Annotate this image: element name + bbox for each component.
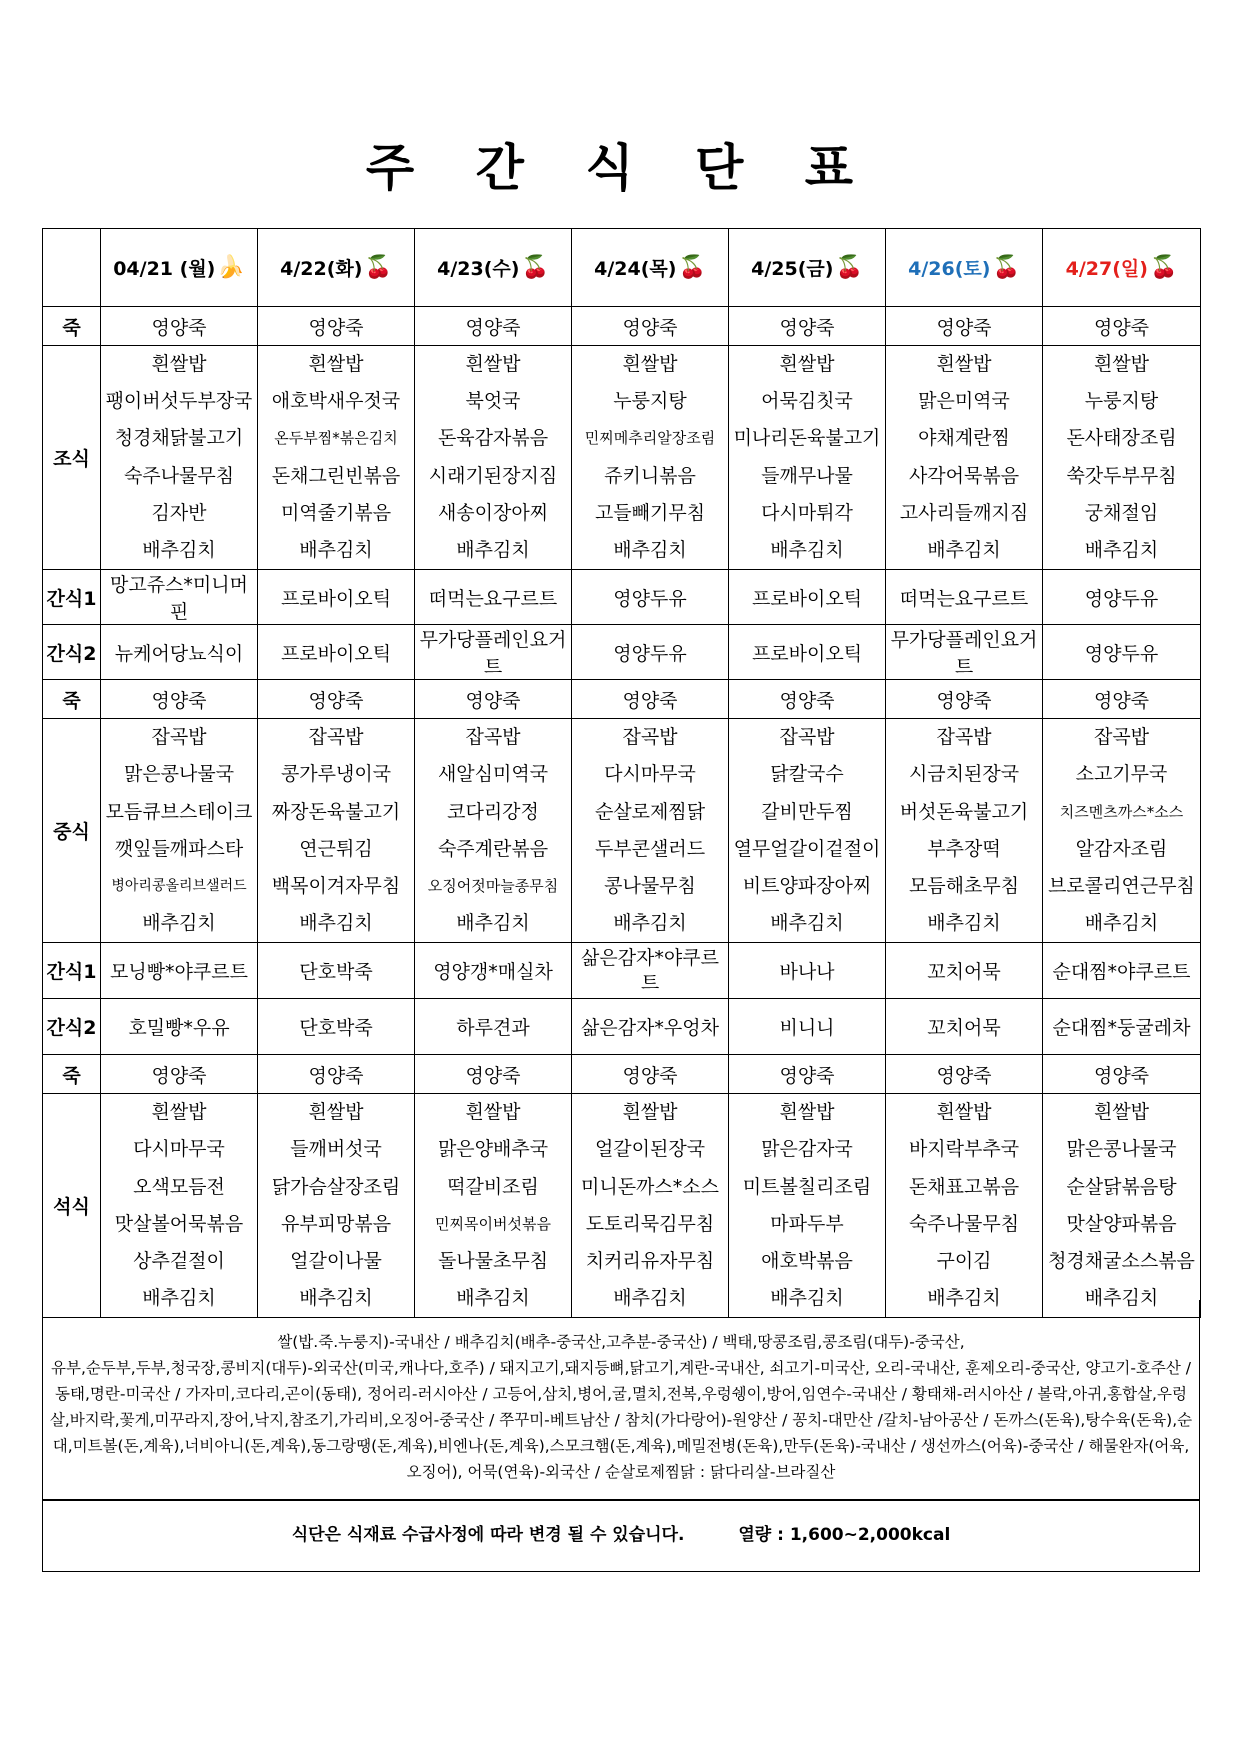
menu-item: 민찌메추리알장조림 bbox=[584, 429, 716, 448]
menu-item: 배추김치 bbox=[613, 912, 687, 935]
menu-cell: 무가당플레인요거트 bbox=[415, 625, 572, 680]
menu-cell: 영양죽 bbox=[258, 1055, 415, 1094]
menu-item: 흰쌀밥 bbox=[1093, 1101, 1150, 1124]
pm-snack2-row bbox=[43, 999, 1201, 1055]
menu-item: 배추김치 bbox=[299, 912, 373, 935]
menu-item: 맑은감자국 bbox=[761, 1138, 853, 1161]
menu-item: 깻잎들깨파스타 bbox=[114, 837, 244, 860]
menu-item: 배추김치 bbox=[142, 538, 216, 561]
menu-item: 어묵김칫국 bbox=[761, 390, 853, 413]
row-label: 중식 bbox=[43, 719, 101, 943]
menu-item: 배추김치 bbox=[613, 538, 687, 561]
menu-item: 맛살볼어묵볶음 bbox=[114, 1212, 244, 1235]
menu-item: 배추김치 bbox=[142, 1287, 216, 1310]
row-label: 간식1 bbox=[43, 570, 101, 625]
row-label: 간식1 bbox=[43, 943, 101, 999]
menu-cell: 프로바이오틱 bbox=[258, 625, 415, 680]
menu-cell bbox=[729, 719, 886, 943]
menu-item: 다시마튀각 bbox=[761, 501, 853, 524]
menu-item: 흰쌀밥 bbox=[622, 1101, 678, 1124]
menu-item: 연근튀김 bbox=[299, 837, 373, 860]
menu-cell bbox=[572, 1094, 729, 1318]
menu-item: 배추김치 bbox=[1084, 1287, 1159, 1310]
menu-cell: 영양죽 bbox=[415, 680, 572, 719]
fruit-icon: 🍒 bbox=[1149, 255, 1178, 280]
menu-cell: 영양죽 bbox=[415, 1055, 572, 1094]
menu-item: 잡곡밥 bbox=[779, 726, 835, 749]
day-header bbox=[101, 229, 258, 307]
menu-item: 배추김치 bbox=[770, 912, 844, 935]
menu-item: 오색모듬전 bbox=[133, 1175, 225, 1198]
menu-item: 잡곡밥 bbox=[151, 726, 207, 749]
menu-item: 구이김 bbox=[936, 1250, 992, 1272]
menu-cell: 영양죽 bbox=[729, 1055, 886, 1094]
menu-item: 맛살양파볶음 bbox=[1066, 1212, 1177, 1235]
menu-cell bbox=[101, 719, 258, 943]
am-snack1-row bbox=[43, 570, 1201, 625]
date-header-row bbox=[43, 229, 1201, 307]
menu-item: 온두부찜*볶은김치 bbox=[274, 429, 398, 448]
fruit-icon: 🍒 bbox=[521, 255, 549, 280]
menu-cell: 뉴케어당뇨식이 bbox=[101, 625, 258, 680]
menu-item: 흰쌀밥 bbox=[308, 353, 364, 375]
menu-cell: 모닝빵*야쿠르트 bbox=[101, 943, 258, 999]
menu-item: 비트양파장아찌 bbox=[742, 874, 872, 897]
day-header bbox=[415, 229, 572, 307]
menu-item: 소고기무국 bbox=[1075, 763, 1168, 786]
menu-item: 흰쌀밥 bbox=[151, 1101, 207, 1124]
menu-cell bbox=[1043, 719, 1201, 943]
menu-cell: 프로바이오틱 bbox=[729, 625, 886, 680]
juk-row bbox=[43, 1055, 1201, 1094]
menu-item: 잡곡밥 bbox=[622, 726, 678, 749]
menu-cell: 꼬치어묵 bbox=[886, 943, 1043, 999]
menu-item: 마파두부 bbox=[770, 1212, 844, 1235]
menu-cell: 영양죽 bbox=[1043, 1055, 1201, 1094]
menu-cell: 프로바이오틱 bbox=[729, 570, 886, 625]
menu-item: 떡갈비조림 bbox=[447, 1175, 539, 1198]
lunch-row bbox=[43, 719, 1201, 943]
fruit-icon: 🍒 bbox=[835, 255, 863, 280]
menu-item: 얼갈이된장국 bbox=[594, 1138, 706, 1161]
menu-cell bbox=[1043, 1094, 1201, 1318]
menu-item: 닭칼국수 bbox=[770, 763, 844, 786]
menu-cell: 영양두유 bbox=[572, 570, 729, 625]
menu-item: 누룽지탕 bbox=[613, 390, 687, 413]
menu-item: 배추김치 bbox=[456, 538, 530, 561]
menu-cell: 단호박죽 bbox=[258, 999, 415, 1055]
menu-item: 미역줄기볶음 bbox=[280, 501, 392, 524]
menu-cell: 영양죽 bbox=[101, 307, 258, 346]
menu-item: 배추김치 bbox=[299, 538, 373, 561]
menu-item: 콩나물무침 bbox=[604, 874, 696, 897]
menu-item: 맑은콩나물국 bbox=[1066, 1138, 1177, 1161]
menu-item: 오징어젓마늘종무침 bbox=[427, 876, 559, 895]
menu-item: 배추김치 bbox=[613, 1287, 687, 1310]
day-label: 4/22(화) bbox=[280, 258, 363, 280]
menu-cell: 영양두유 bbox=[1043, 625, 1201, 680]
menu-item: 애호박새우젓국 bbox=[271, 390, 401, 413]
menu-item: 맑은양배추국 bbox=[437, 1138, 549, 1161]
menu-item: 닭가슴살장조림 bbox=[271, 1175, 401, 1198]
menu-cell bbox=[415, 719, 572, 943]
menu-item: 흰쌀밥 bbox=[936, 1101, 992, 1124]
menu-item: 배추김치 bbox=[456, 912, 530, 935]
menu-item: 짜장돈육불고기 bbox=[271, 800, 401, 823]
menu-item: 고들빼기무침 bbox=[594, 501, 706, 524]
menu-cell: 호밀빵*우유 bbox=[101, 999, 258, 1055]
menu-item: 들깨버섯국 bbox=[290, 1138, 382, 1161]
menu-item: 병아리콩올리브샐러드 bbox=[111, 877, 247, 894]
menu-item: 흰쌀밥 bbox=[1093, 353, 1150, 375]
menu-item: 흰쌀밥 bbox=[779, 353, 835, 375]
menu-item: 잡곡밥 bbox=[308, 726, 364, 749]
menu-item: 배추김치 bbox=[1084, 912, 1159, 935]
menu-item: 시래기된장지짐 bbox=[428, 464, 558, 487]
menu-item: 쑥갓두부무침 bbox=[1066, 464, 1177, 487]
row-label: 간식2 bbox=[43, 999, 101, 1055]
weekly-menu-table bbox=[42, 228, 1201, 1318]
menu-item: 모듬큐브스테이크 bbox=[105, 800, 253, 823]
menu-cell: 영양죽 bbox=[101, 1055, 258, 1094]
menu-item: 치즈멘츠까스*소스 bbox=[1059, 802, 1184, 821]
menu-item: 고사리들깨지짐 bbox=[899, 501, 1029, 524]
dinner-row bbox=[43, 1094, 1201, 1318]
menu-item: 사각어묵볶음 bbox=[908, 464, 1020, 487]
menu-cell: 영양죽 bbox=[415, 307, 572, 346]
menu-item: 새송이장아찌 bbox=[437, 501, 549, 524]
menu-item: 맑은콩나물국 bbox=[123, 763, 235, 786]
day-header bbox=[1043, 229, 1201, 307]
menu-cell: 영양죽 bbox=[572, 680, 729, 719]
menu-item: 흰쌀밥 bbox=[151, 353, 207, 375]
menu-item: 쥬키니볶음 bbox=[604, 464, 696, 487]
menu-cell bbox=[258, 346, 415, 570]
menu-cell bbox=[572, 346, 729, 570]
menu-item: 북엇국 bbox=[465, 390, 521, 413]
menu-cell: 영양갱*매실차 bbox=[415, 943, 572, 999]
menu-cell bbox=[572, 719, 729, 943]
menu-item: 두부콘샐러드 bbox=[594, 837, 706, 860]
menu-cell: 비니니 bbox=[729, 999, 886, 1055]
day-label: 4/25(금) bbox=[751, 258, 834, 280]
day-header bbox=[572, 229, 729, 307]
juk-row bbox=[43, 680, 1201, 719]
day-label: 04/21 (월) bbox=[113, 258, 216, 280]
menu-item: 들깨무나물 bbox=[761, 464, 853, 487]
menu-cell bbox=[258, 719, 415, 943]
menu-item: 배추김치 bbox=[1084, 538, 1159, 561]
day-label: 4/24(목) bbox=[594, 258, 677, 280]
menu-item: 모듬해초무침 bbox=[908, 874, 1020, 897]
juk-row bbox=[43, 307, 1201, 346]
menu-cell bbox=[1043, 346, 1201, 570]
menu-item: 배추김치 bbox=[770, 1287, 844, 1310]
menu-item: 흰쌀밥 bbox=[465, 353, 521, 375]
menu-item: 순살로제찜닭 bbox=[594, 800, 706, 823]
menu-item: 잡곡밥 bbox=[936, 726, 992, 749]
menu-item: 순살닭볶음탕 bbox=[1066, 1175, 1177, 1198]
menu-item: 돈채표고볶음 bbox=[908, 1175, 1020, 1198]
footer-notice bbox=[42, 1500, 1200, 1572]
menu-item: 청경채굴소스볶음 bbox=[1048, 1250, 1195, 1272]
menu-item: 야채계란찜 bbox=[918, 427, 1010, 450]
menu-item: 흰쌀밥 bbox=[622, 353, 678, 375]
menu-item: 흰쌀밥 bbox=[936, 353, 992, 375]
menu-item: 버섯돈육불고기 bbox=[899, 800, 1029, 823]
menu-cell bbox=[886, 719, 1043, 943]
day-header bbox=[729, 229, 886, 307]
menu-item: 돈육감자볶음 bbox=[437, 427, 549, 450]
menu-cell: 순대찜*둥굴레차 bbox=[1043, 999, 1201, 1055]
menu-item: 미나리돈육불고기 bbox=[733, 427, 881, 450]
menu-cell: 프로바이오틱 bbox=[258, 570, 415, 625]
menu-cell: 영양두유 bbox=[1043, 570, 1201, 625]
menu-item: 미트볼칠리조림 bbox=[742, 1175, 872, 1198]
menu-item: 돈채그린빈볶음 bbox=[271, 464, 401, 487]
menu-cell bbox=[886, 1094, 1043, 1318]
origin-line: 쌀(밥.죽.누룽지)-국내산 / 배추김치(배추-중국산,고추분-중국산) / 백태,땅콩조림,콩조림(대두)-중국산, bbox=[277, 1333, 965, 1351]
menu-cell: 순대찜*야쿠르트 bbox=[1043, 943, 1201, 999]
menu-cell: 영양죽 bbox=[572, 1055, 729, 1094]
menu-cell bbox=[101, 1094, 258, 1318]
menu-item: 민찌목이버섯볶음 bbox=[435, 1214, 551, 1233]
menu-item: 부추장떡 bbox=[927, 837, 1001, 860]
row-label: 간식2 bbox=[43, 625, 101, 680]
menu-cell: 떠먹는요구르트 bbox=[415, 570, 572, 625]
menu-item: 미니돈까스*소스 bbox=[581, 1175, 719, 1198]
row-label: 석식 bbox=[43, 1094, 101, 1318]
menu-item: 숙주나물무침 bbox=[123, 464, 235, 487]
menu-cell: 무가당플레인요거트 bbox=[886, 625, 1043, 680]
menu-item: 다시마무국 bbox=[604, 763, 696, 786]
menu-item: 유부피망볶음 bbox=[280, 1212, 392, 1235]
menu-item: 돈사태장조림 bbox=[1066, 427, 1177, 450]
menu-cell: 영양죽 bbox=[1043, 307, 1201, 346]
menu-item: 잡곡밥 bbox=[1093, 726, 1150, 749]
menu-cell: 삶은감자*우엉차 bbox=[572, 999, 729, 1055]
menu-item: 배추김치 bbox=[927, 912, 1001, 935]
menu-item: 도토리묵김무침 bbox=[585, 1212, 715, 1235]
menu-cell bbox=[415, 346, 572, 570]
menu-cell bbox=[729, 1094, 886, 1318]
fruit-icon: 🍒 bbox=[992, 255, 1020, 280]
menu-item: 흰쌀밥 bbox=[779, 1101, 835, 1124]
row-label: 조식 bbox=[43, 346, 101, 570]
menu-cell: 하루견과 bbox=[415, 999, 572, 1055]
menu-item: 치커리유자무침 bbox=[585, 1250, 715, 1272]
banana-icon: 🍌 bbox=[217, 255, 245, 280]
am-snack2-row bbox=[43, 625, 1201, 680]
menu-cell: 떠먹는요구르트 bbox=[886, 570, 1043, 625]
menu-item: 상추겉절이 bbox=[133, 1250, 225, 1272]
menu-cell: 영양죽 bbox=[886, 307, 1043, 346]
menu-item: 김자반 bbox=[151, 501, 207, 524]
row-label: 죽 bbox=[43, 680, 101, 719]
menu-cell: 영양죽 bbox=[886, 1055, 1043, 1094]
menu-item: 알감자조림 bbox=[1075, 837, 1168, 860]
day-header bbox=[258, 229, 415, 307]
row-label: 죽 bbox=[43, 1055, 101, 1094]
menu-cell: 영양두유 bbox=[572, 625, 729, 680]
menu-cell bbox=[415, 1094, 572, 1318]
menu-item: 맑은미역국 bbox=[918, 390, 1010, 413]
day-header bbox=[886, 229, 1043, 307]
pm-snack1-row bbox=[43, 943, 1201, 999]
menu-item: 배추김치 bbox=[456, 1287, 530, 1310]
change-notice: 식단은 식재료 수급사정에 따라 변경 될 수 있습니다. bbox=[291, 1525, 685, 1545]
menu-cell: 영양죽 bbox=[258, 307, 415, 346]
menu-item: 잡곡밥 bbox=[465, 726, 521, 749]
cherry-icon: 🍒 bbox=[364, 255, 392, 280]
row-label: 죽 bbox=[43, 307, 101, 346]
menu-item: 누룽지탕 bbox=[1084, 390, 1159, 413]
menu-item: 흰쌀밥 bbox=[465, 1101, 521, 1124]
menu-cell: 꼬치어묵 bbox=[886, 999, 1043, 1055]
menu-item: 브로콜리연근무침 bbox=[1048, 874, 1195, 897]
menu-cell: 단호박죽 bbox=[258, 943, 415, 999]
menu-item: 숙주계란볶음 bbox=[437, 837, 549, 860]
menu-item: 돌나물초무침 bbox=[437, 1250, 549, 1272]
menu-cell bbox=[886, 346, 1043, 570]
menu-item: 다시마무국 bbox=[133, 1138, 225, 1161]
menu-item: 배추김치 bbox=[927, 1287, 1001, 1310]
menu-item: 열무얼갈이겉절이 bbox=[733, 837, 881, 860]
menu-cell: 영양죽 bbox=[886, 680, 1043, 719]
day-label: 4/23(수) bbox=[437, 258, 520, 280]
menu-item: 흰쌀밥 bbox=[308, 1101, 364, 1124]
day-label: 4/26(토) bbox=[908, 258, 991, 280]
menu-item: 배추김치 bbox=[142, 912, 216, 935]
menu-item: 코다리강정 bbox=[447, 800, 539, 823]
fruit-icon: 🍒 bbox=[678, 255, 706, 280]
origin-text: 유부,순두부,두부,청국장,콩비지(대두)-외국산(미국,캐나다,호주) / 돼지고기,돼지등뼈,닭고기,계란-국내산, 쇠고기-미국산, 오리-국내산, 훈제오리-중국산, 양고기-호주산 / 동태,명란-미국산 / 가자미,코다리,곤이(동태), 정어리-러시아산 / 고등어,삼치,병어,굴,멸치,전복,우렁쉥이,방어,임연수-국내산 / 황태채-러시아산 / 볼락,아귀,홍합살,우렁살,바지락,꽃게,미꾸라지,장어,낙지,참조기,가리비,오징어-중국산 / 쭈꾸미-베트남산 / 참치(가다랑어)-원양산 / 꽁치-대만산 /갈치-남아공산 / 돈까스(돈육),탕수육(돈육),순대,미트볼(돈,계육),너비아니(돈,계육),동그랑땡(돈,계육),비엔나(돈,계육),스모크햄(돈,계육),메밀전병(돈육),만두(돈육)-국내산 / 생선까스(어육)-중국산 / 해물완자(어육, 오징어), 어묵(연육)-외국산 / 순살로제찜닭 : 닭다리살-브라질산 bbox=[49, 1359, 1193, 1481]
menu-cell: 영양죽 bbox=[572, 307, 729, 346]
menu-item: 백목이겨자무침 bbox=[271, 874, 401, 897]
menu-cell bbox=[101, 346, 258, 570]
menu-cell: 영양죽 bbox=[101, 680, 258, 719]
menu-cell: 망고쥬스*미니머핀 bbox=[101, 570, 258, 625]
origin-info-box bbox=[42, 1300, 1200, 1500]
menu-cell: 영양죽 bbox=[729, 307, 886, 346]
menu-item: 궁채절임 bbox=[1084, 501, 1159, 524]
menu-cell: 삶은감자*야쿠르트 bbox=[572, 943, 729, 999]
day-label: 4/27(일) bbox=[1065, 258, 1148, 280]
corner-cell bbox=[43, 229, 101, 307]
menu-item: 애호박볶음 bbox=[761, 1250, 853, 1272]
menu-cell bbox=[258, 1094, 415, 1318]
menu-cell: 바나나 bbox=[729, 943, 886, 999]
menu-item: 새알심미역국 bbox=[437, 763, 549, 786]
menu-cell: 영양죽 bbox=[729, 680, 886, 719]
page-title: 주 간 식 단 표 bbox=[365, 139, 876, 197]
menu-cell: 영양죽 bbox=[258, 680, 415, 719]
menu-item: 시금치된장국 bbox=[908, 763, 1020, 786]
menu-item: 숙주나물무침 bbox=[908, 1212, 1020, 1235]
menu-item: 바지락부추국 bbox=[908, 1138, 1020, 1161]
breakfast-row bbox=[43, 346, 1201, 570]
menu-item: 배추김치 bbox=[927, 538, 1001, 561]
menu-item: 얼갈이나물 bbox=[290, 1250, 382, 1272]
menu-item: 갈비만두찜 bbox=[761, 800, 853, 823]
menu-item: 콩가루냉이국 bbox=[280, 763, 392, 786]
menu-item: 배추김치 bbox=[770, 538, 844, 561]
menu-item: 청경채닭불고기 bbox=[114, 427, 244, 450]
calorie-info: 열량 : 1,600~2,000kcal bbox=[738, 1525, 951, 1545]
menu-item: 팽이버섯두부장국 bbox=[105, 390, 253, 413]
menu-item: 배추김치 bbox=[299, 1287, 373, 1310]
menu-cell: 영양죽 bbox=[1043, 680, 1201, 719]
menu-cell bbox=[729, 346, 886, 570]
